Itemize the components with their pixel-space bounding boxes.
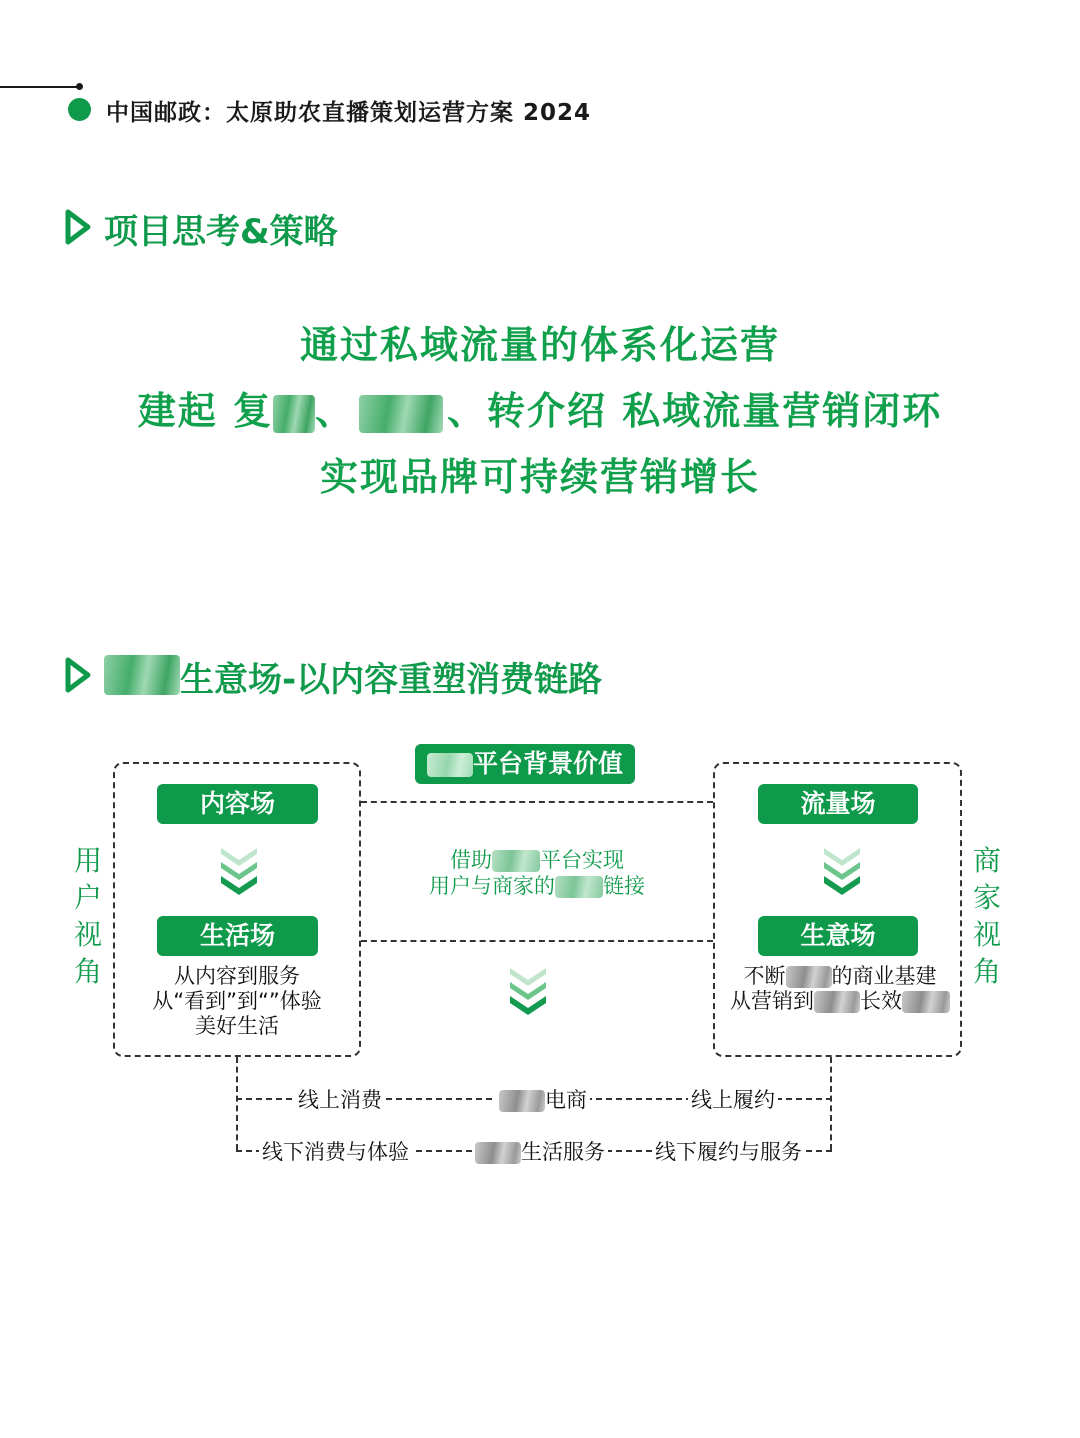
mid-line1-pre: 借助 — [450, 848, 492, 872]
row2-left-label: 线下消费与体验 — [259, 1139, 412, 1165]
connector-line-top — [361, 801, 713, 803]
play-triangle-icon — [64, 656, 92, 694]
merchant-perspective-label: 商 家 视 角 — [972, 844, 1001, 988]
row1-right-label: 线上履约 — [688, 1087, 778, 1113]
section2-title: 生意场-以内容重塑消费链路 — [180, 660, 603, 700]
mid-text-line2 — [361, 873, 713, 899]
slogan-line1: 通过私域流量的体系化运营 — [299, 323, 780, 367]
header-rule — [0, 86, 80, 88]
connector-right-vertical — [830, 1057, 832, 1150]
right-desc1-post: 的商业基建 — [831, 964, 937, 988]
right-desc1-pre: 不断 — [743, 964, 786, 988]
triple-chevron-down-icon — [510, 966, 546, 1016]
right-desc2-post: 长效 — [860, 989, 902, 1013]
right-desc-line2 — [719, 989, 961, 1014]
redacted-block — [273, 395, 315, 433]
slogan-line2 — [0, 380, 1080, 435]
header-dot-icon — [68, 98, 91, 121]
right-desc-line1 — [719, 964, 961, 989]
row1-left-label: 线上消费 — [295, 1087, 385, 1113]
mid-text-line1 — [361, 847, 713, 873]
slogan-line2-sep: 、 — [314, 389, 355, 433]
traffic-field-pill: 流量场 — [758, 784, 918, 824]
triple-chevron-down-icon — [824, 846, 860, 896]
right-desc2-pre: 从营销到 — [730, 989, 814, 1013]
slogan-line2-pre: 建起 复 — [137, 389, 273, 433]
connector-line-middle — [361, 940, 713, 942]
left-desc-line3: 美好生活 — [195, 1014, 279, 1038]
redacted-block — [359, 395, 443, 433]
play-triangle-icon — [64, 208, 92, 246]
redacted-block — [555, 876, 603, 898]
mid-line1-post: 平台实现 — [540, 848, 624, 872]
redacted-block — [814, 991, 860, 1013]
center-badge-label: 平台背景价值 — [472, 749, 623, 778]
mid-line2-post: 链接 — [603, 874, 645, 898]
header-title: 中国邮政：太原助农直播策划运营方案 2024 — [106, 100, 592, 126]
left-desc-line1: 从内容到服务 — [174, 964, 300, 988]
row1-center-text: 电商 — [545, 1088, 587, 1112]
business-field-pill: 生意场 — [758, 916, 918, 956]
header-rule-dot — [76, 83, 83, 90]
redacted-block — [104, 655, 180, 695]
slogan-line2-post: 、转介绍 私域流量营销闭环 — [447, 389, 943, 433]
life-field-pill: 生活场 — [157, 916, 318, 956]
center-badge — [415, 744, 635, 784]
left-desc-line2: 从“看到”到“”体验 — [152, 989, 322, 1013]
redacted-block — [499, 1090, 545, 1112]
redacted-block — [786, 966, 832, 988]
slogan-line3: 实现品牌可持续营销增长 — [319, 455, 760, 499]
redacted-block — [492, 850, 540, 872]
row1-center-label — [496, 1087, 590, 1113]
connector-left-vertical — [236, 1057, 238, 1150]
content-field-pill: 内容场 — [157, 784, 318, 824]
user-perspective-label: 用 户 视 角 — [73, 844, 102, 988]
redacted-block — [475, 1142, 521, 1164]
section1-title: 项目思考&策略 — [104, 212, 338, 252]
mid-line2-pre: 用户与商家的 — [429, 874, 555, 898]
redacted-block — [427, 753, 473, 777]
redacted-block — [902, 991, 950, 1013]
row2-center-text: 生活服务 — [521, 1140, 605, 1164]
row2-center-label — [472, 1139, 608, 1165]
row2-right-label: 线下履约与服务 — [652, 1139, 805, 1165]
triple-chevron-down-icon — [221, 846, 257, 896]
